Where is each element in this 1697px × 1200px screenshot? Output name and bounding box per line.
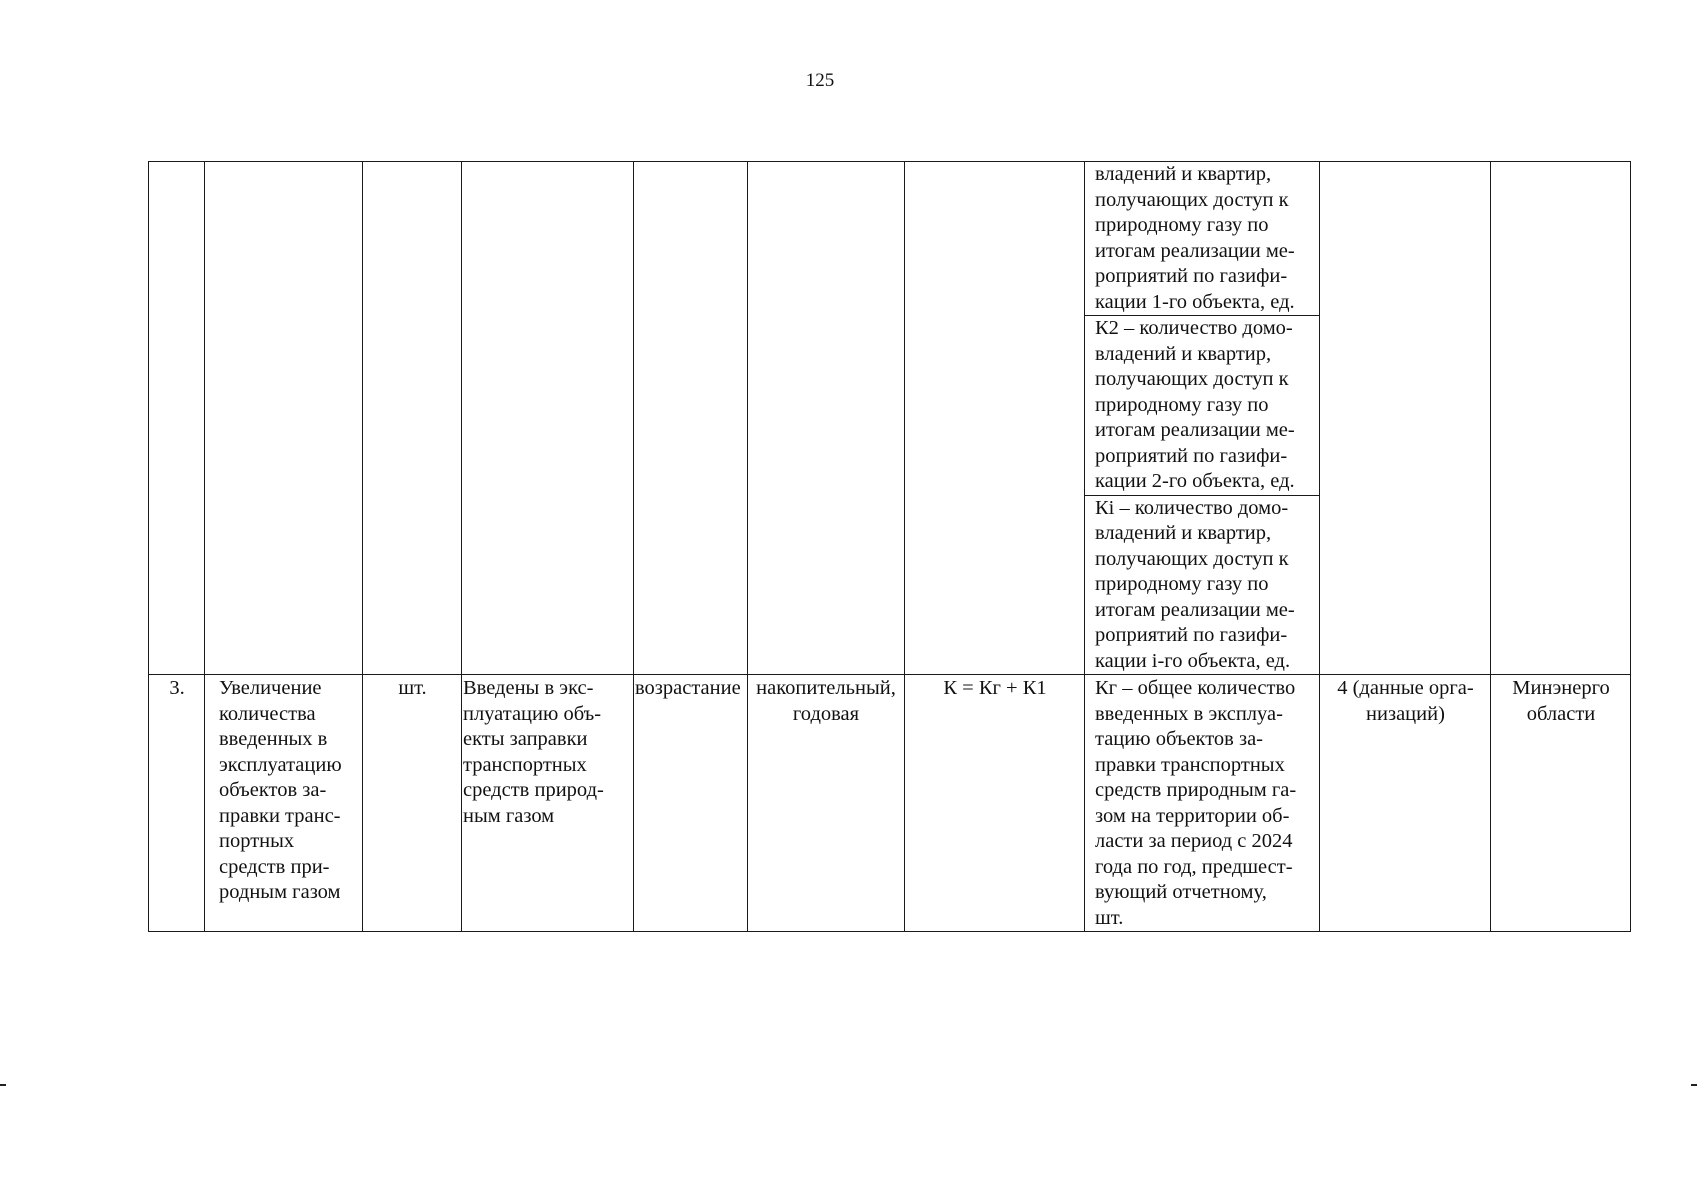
cell-indicator-type [748, 675, 905, 932]
text-line: тацию объектов за- [1095, 728, 1264, 750]
text-line: итогам реализации ме- [1095, 239, 1295, 262]
text-line: зом на территории об- [1095, 804, 1290, 827]
text-line: получающих доступ к [1095, 547, 1289, 570]
text-line: владений и квартир, [1095, 522, 1272, 544]
text-line: правки транс- [219, 804, 341, 827]
text-line: роприятий по газифи- [1095, 265, 1288, 287]
text-line: кации 2-го объекта, ед. [1095, 470, 1295, 492]
cell-empty [634, 162, 748, 675]
text-line: ным газом [463, 804, 555, 827]
text-line: роприятий по газифи- [1095, 444, 1288, 467]
text-line: средств природ- [463, 779, 604, 801]
cell-empty [1491, 162, 1631, 675]
text-line: годовая [792, 702, 860, 725]
text-line: количества [219, 702, 316, 725]
cell-empty [1320, 162, 1491, 675]
text-line: средств природным га- [1095, 779, 1297, 801]
text-line: итогам реализации ме- [1095, 598, 1295, 621]
cell-empty [363, 162, 462, 675]
cell-responsible [1491, 675, 1631, 932]
text-line: роприятий по газифи- [1095, 624, 1288, 646]
cell-empty [748, 162, 905, 675]
indicator-table [148, 161, 1631, 932]
description-part [1085, 162, 1319, 315]
text-line: области [1526, 702, 1596, 725]
text-line: Минэнерго [1512, 677, 1610, 699]
cell-formula: К = Кг + К1 [905, 675, 1085, 932]
text-line: кации 1-го объекта, ед. [1095, 290, 1295, 313]
scan-mark [0, 1084, 6, 1086]
text-line: получающих доступ к [1095, 188, 1289, 211]
text-line: правки транспортных [1095, 753, 1285, 776]
text-line: природному газу по [1095, 214, 1269, 236]
text-line: введенных в [219, 728, 328, 750]
text-line: екты заправки [463, 728, 588, 750]
text-line: природному газу по [1095, 573, 1269, 595]
text-line: Кг – общее количество [1095, 677, 1296, 699]
text-line: 4 (данные орга- [1337, 677, 1474, 699]
cell-indicator-name [205, 675, 363, 932]
cell-empty [205, 162, 363, 675]
text-line: года по год, предшест- [1095, 855, 1293, 878]
cell-description [1085, 675, 1320, 932]
continuation-row [149, 162, 1631, 675]
text-line: К2 – количество домо- [1095, 317, 1293, 339]
cell-dynamics: возрастание [634, 675, 748, 932]
cell-unit: шт. [363, 675, 462, 932]
text-line: кации i-го объекта, ед. [1095, 649, 1291, 672]
text-line: Введены в экс- [463, 677, 594, 699]
text-line: Кi – количество домо- [1095, 496, 1289, 519]
text-line: родным газом [219, 881, 341, 903]
cell-data-source [1320, 675, 1491, 932]
text-line: шт. [1095, 906, 1124, 929]
text-line: введенных в эксплуа- [1095, 702, 1283, 725]
text-line: природному газу по [1095, 393, 1269, 416]
table-row [149, 675, 1631, 932]
text-line: плуатацию объ- [463, 702, 602, 725]
text-line: низаций) [1366, 702, 1445, 725]
cell-empty [462, 162, 634, 675]
cell-empty [149, 162, 205, 675]
text-line: накопительный, [756, 677, 896, 699]
cell-empty [905, 162, 1085, 675]
cell-expected-result [462, 675, 634, 932]
text-line: владений и квартир, [1095, 163, 1272, 185]
text-line: средств при- [219, 855, 330, 878]
text-line: портных [219, 830, 295, 852]
cell-number: 3. [149, 675, 205, 932]
cell-description-continuation [1085, 162, 1320, 675]
text-line: эксплуатацию [219, 753, 342, 776]
text-line: вующий отчетному, [1095, 881, 1267, 903]
scan-mark [1691, 1084, 1697, 1086]
text-line: транспортных [463, 753, 587, 776]
text-line: объектов за- [219, 779, 327, 801]
text-line: итогам реализации ме- [1095, 419, 1295, 441]
description-part [1085, 495, 1319, 675]
page-number: 125 [805, 70, 835, 91]
text-line: Увеличение [219, 677, 322, 699]
text-line: получающих доступ к [1095, 368, 1289, 390]
text-line: владений и квартир, [1095, 342, 1272, 365]
description-part [1085, 315, 1319, 495]
text-line: ласти за период с 2024 [1095, 830, 1293, 852]
